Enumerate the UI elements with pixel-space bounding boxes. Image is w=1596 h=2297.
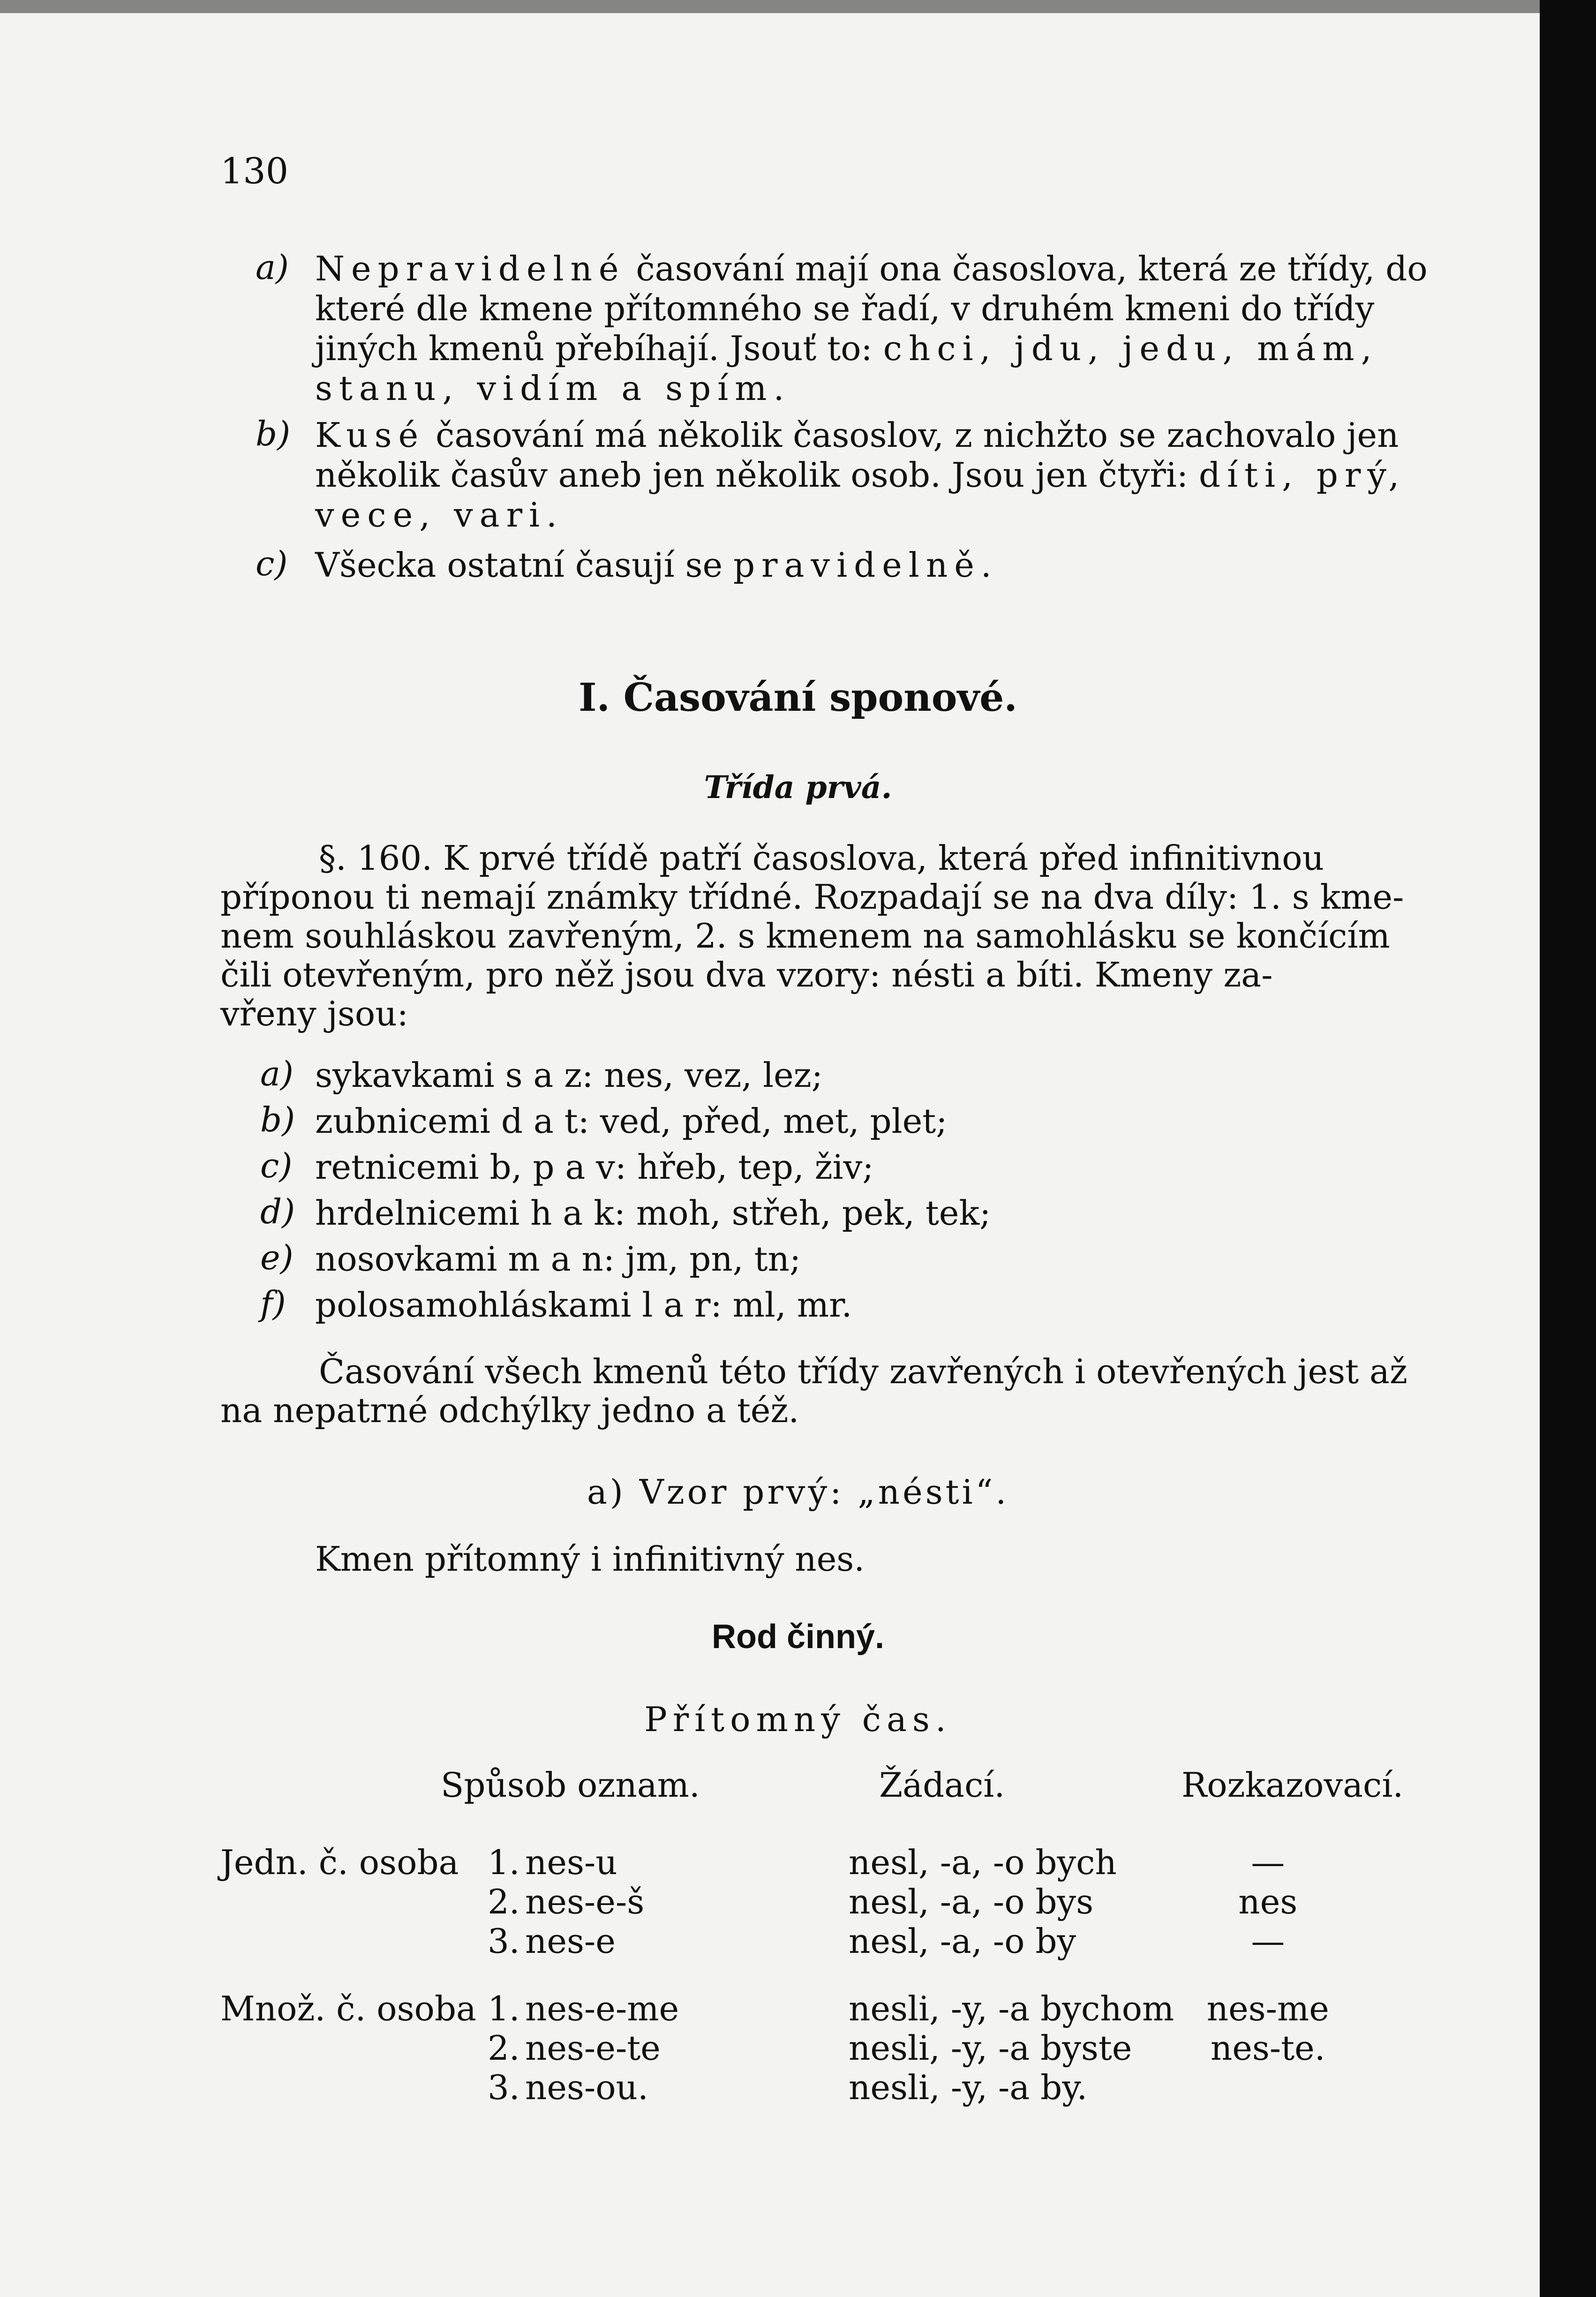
paragraph-160-line-1: §. 160. K prvé třídě patří časoslova, která před infinitivnou <box>319 838 1324 878</box>
intro-b-line-3: vece, vari. <box>315 495 564 535</box>
header-zadaci: Žádací. <box>879 1765 1005 1805</box>
table-row <box>220 1843 1362 1882</box>
table-row <box>220 1882 1362 1921</box>
class-title: Třída prvá. <box>704 769 892 806</box>
row-num: 2. <box>488 2028 520 2068</box>
list-a-text: sykavkami s a z: nes, vez, lez; <box>315 1055 823 1095</box>
closing-line-2: na nepatrné odchýlky jedno a též. <box>220 1391 799 1430</box>
list-c-text: retnicemi b, p a v: hřeb, tep, živ; <box>315 1147 874 1187</box>
list-f-label: f) <box>260 1284 286 1323</box>
row-zadaci: nesli, -y, -a by. <box>849 2068 1088 2107</box>
row-group: Jedn. č. osoba <box>220 1843 459 1882</box>
intro-c-line-1: Všecka ostatní časují se pravidelně. <box>315 545 998 585</box>
conjugation-table <box>220 1843 1362 2107</box>
list-d-text: hrdelnicemi h a k: moh, střeh, pek, tek; <box>315 1193 991 1233</box>
intro-a-line-3: jiných kmenů přebíhají. Jsouť to: chci, jdu, jedu, mám, <box>315 329 1378 368</box>
row-rozkaz <box>1174 2068 1362 2107</box>
table-row <box>220 1921 1362 1961</box>
page-number: 130 <box>220 150 289 192</box>
vzor-heading: a) Vzor prvý: „nésti“. <box>587 1472 1009 1512</box>
header-rozkaz: Rozkazovací. <box>1182 1765 1404 1805</box>
row-oznam: nes-e <box>525 1921 616 1961</box>
list-b-text: zubnicemi d a t: ved, před, met, plet; <box>315 1101 948 1141</box>
row-oznam: nes-e-me <box>525 1989 679 2028</box>
row-num: 3. <box>488 2068 520 2107</box>
list-b-label: b) <box>260 1100 295 1139</box>
intro-a-line-2: které dle kmene přítomného se řadí, v druhém kmeni do třídy <box>315 289 1375 328</box>
paragraph-160-line-4: čili otevřeným, pro něž jsou dva vzory: nésti a bíti. Kmeny za- <box>220 955 1273 994</box>
row-zadaci: nesli, -y, -a byste <box>849 2028 1132 2068</box>
intro-a-line-4: stanu, vidím a spím. <box>315 369 791 408</box>
row-zadaci: nesl, -a, -o by <box>849 1921 1077 1961</box>
row-num: 2. <box>488 1882 520 1921</box>
row-rozkaz: — <box>1251 1843 1285 1882</box>
row-oznam: nes-ou. <box>525 2068 648 2107</box>
paragraph-160-line-2: příponou ti nemají známky třídné. Rozpadají se na dva díly: 1. s kme- <box>220 877 1404 917</box>
row-oznam: nes-e-š <box>525 1882 645 1921</box>
row-rozkaz: — <box>1251 1921 1285 1961</box>
table-row <box>220 2028 1362 2068</box>
row-zadaci: nesl, -a, -o bych <box>849 1843 1117 1882</box>
row-group <box>220 1882 488 1921</box>
row-rozkaz: nes <box>1238 1882 1298 1921</box>
header-oznam: Spůsob oznam. <box>441 1765 700 1805</box>
intro-b-label: b) <box>256 414 291 453</box>
row-oznam: nes-e-te <box>525 2028 661 2068</box>
row-num: 3. <box>488 1921 520 1961</box>
paragraph-160-line-5: vřeny jsou: <box>220 994 408 1033</box>
intro-a-label: a) <box>256 248 289 287</box>
row-num: 1. <box>488 1989 520 2028</box>
intro-b-line-2: několik časův aneb jen několik osob. Jsou jen čtyři: díti, prý, <box>315 455 1406 495</box>
row-num: 1. <box>488 1843 520 1882</box>
closing-line-1: Časování všech kmenů této třídy zavřených i otevřených jest až <box>319 1352 1408 1391</box>
intro-c-label: c) <box>256 544 288 583</box>
intro-b-line-1: Kusé časování má několik časoslov, z nichžto se zachovalo jen <box>315 415 1399 455</box>
list-e-text: nosovkami m a n: jm, pn, tn; <box>315 1239 801 1279</box>
list-d-label: d) <box>260 1192 295 1231</box>
tense-title: Přítomný čas. <box>644 1700 952 1739</box>
intro-a-line-1: Nepravidelné časování mají ona časoslova, která ze třídy, do <box>315 249 1428 288</box>
row-group <box>220 2028 488 2068</box>
table-row <box>220 1989 1362 2028</box>
table-row <box>220 2068 1362 2107</box>
list-e-label: e) <box>260 1238 294 1277</box>
paragraph-160-line-3: nem souhláskou zavřeným, 2. s kmenem na samohlásku se končícím <box>220 916 1390 956</box>
rod-title: Rod činný. <box>711 1618 884 1656</box>
row-rozkaz: nes-te. <box>1210 2028 1325 2068</box>
row-group: Množ. č. osoba <box>220 1989 476 2028</box>
list-c-label: c) <box>260 1146 293 1185</box>
page-edge-top <box>0 0 1596 13</box>
kmen-line: Kmen přítomný i infinitivný nes. <box>315 1539 865 1579</box>
list-a-label: a) <box>260 1054 294 1093</box>
row-oznam: nes-u <box>525 1843 617 1882</box>
row-zadaci: nesl, -a, -o bys <box>849 1882 1094 1921</box>
section-title: I. Časování sponové. <box>579 675 1017 720</box>
row-group <box>220 2068 488 2107</box>
row-group <box>220 1921 488 1961</box>
row-zadaci: nesli, -y, -a bychom <box>849 1989 1174 2028</box>
list-f-text: polosamohláskami l a r: ml, mr. <box>315 1285 852 1325</box>
page-edge-right <box>1540 0 1596 2297</box>
row-rozkaz: nes-me <box>1206 1989 1329 2028</box>
